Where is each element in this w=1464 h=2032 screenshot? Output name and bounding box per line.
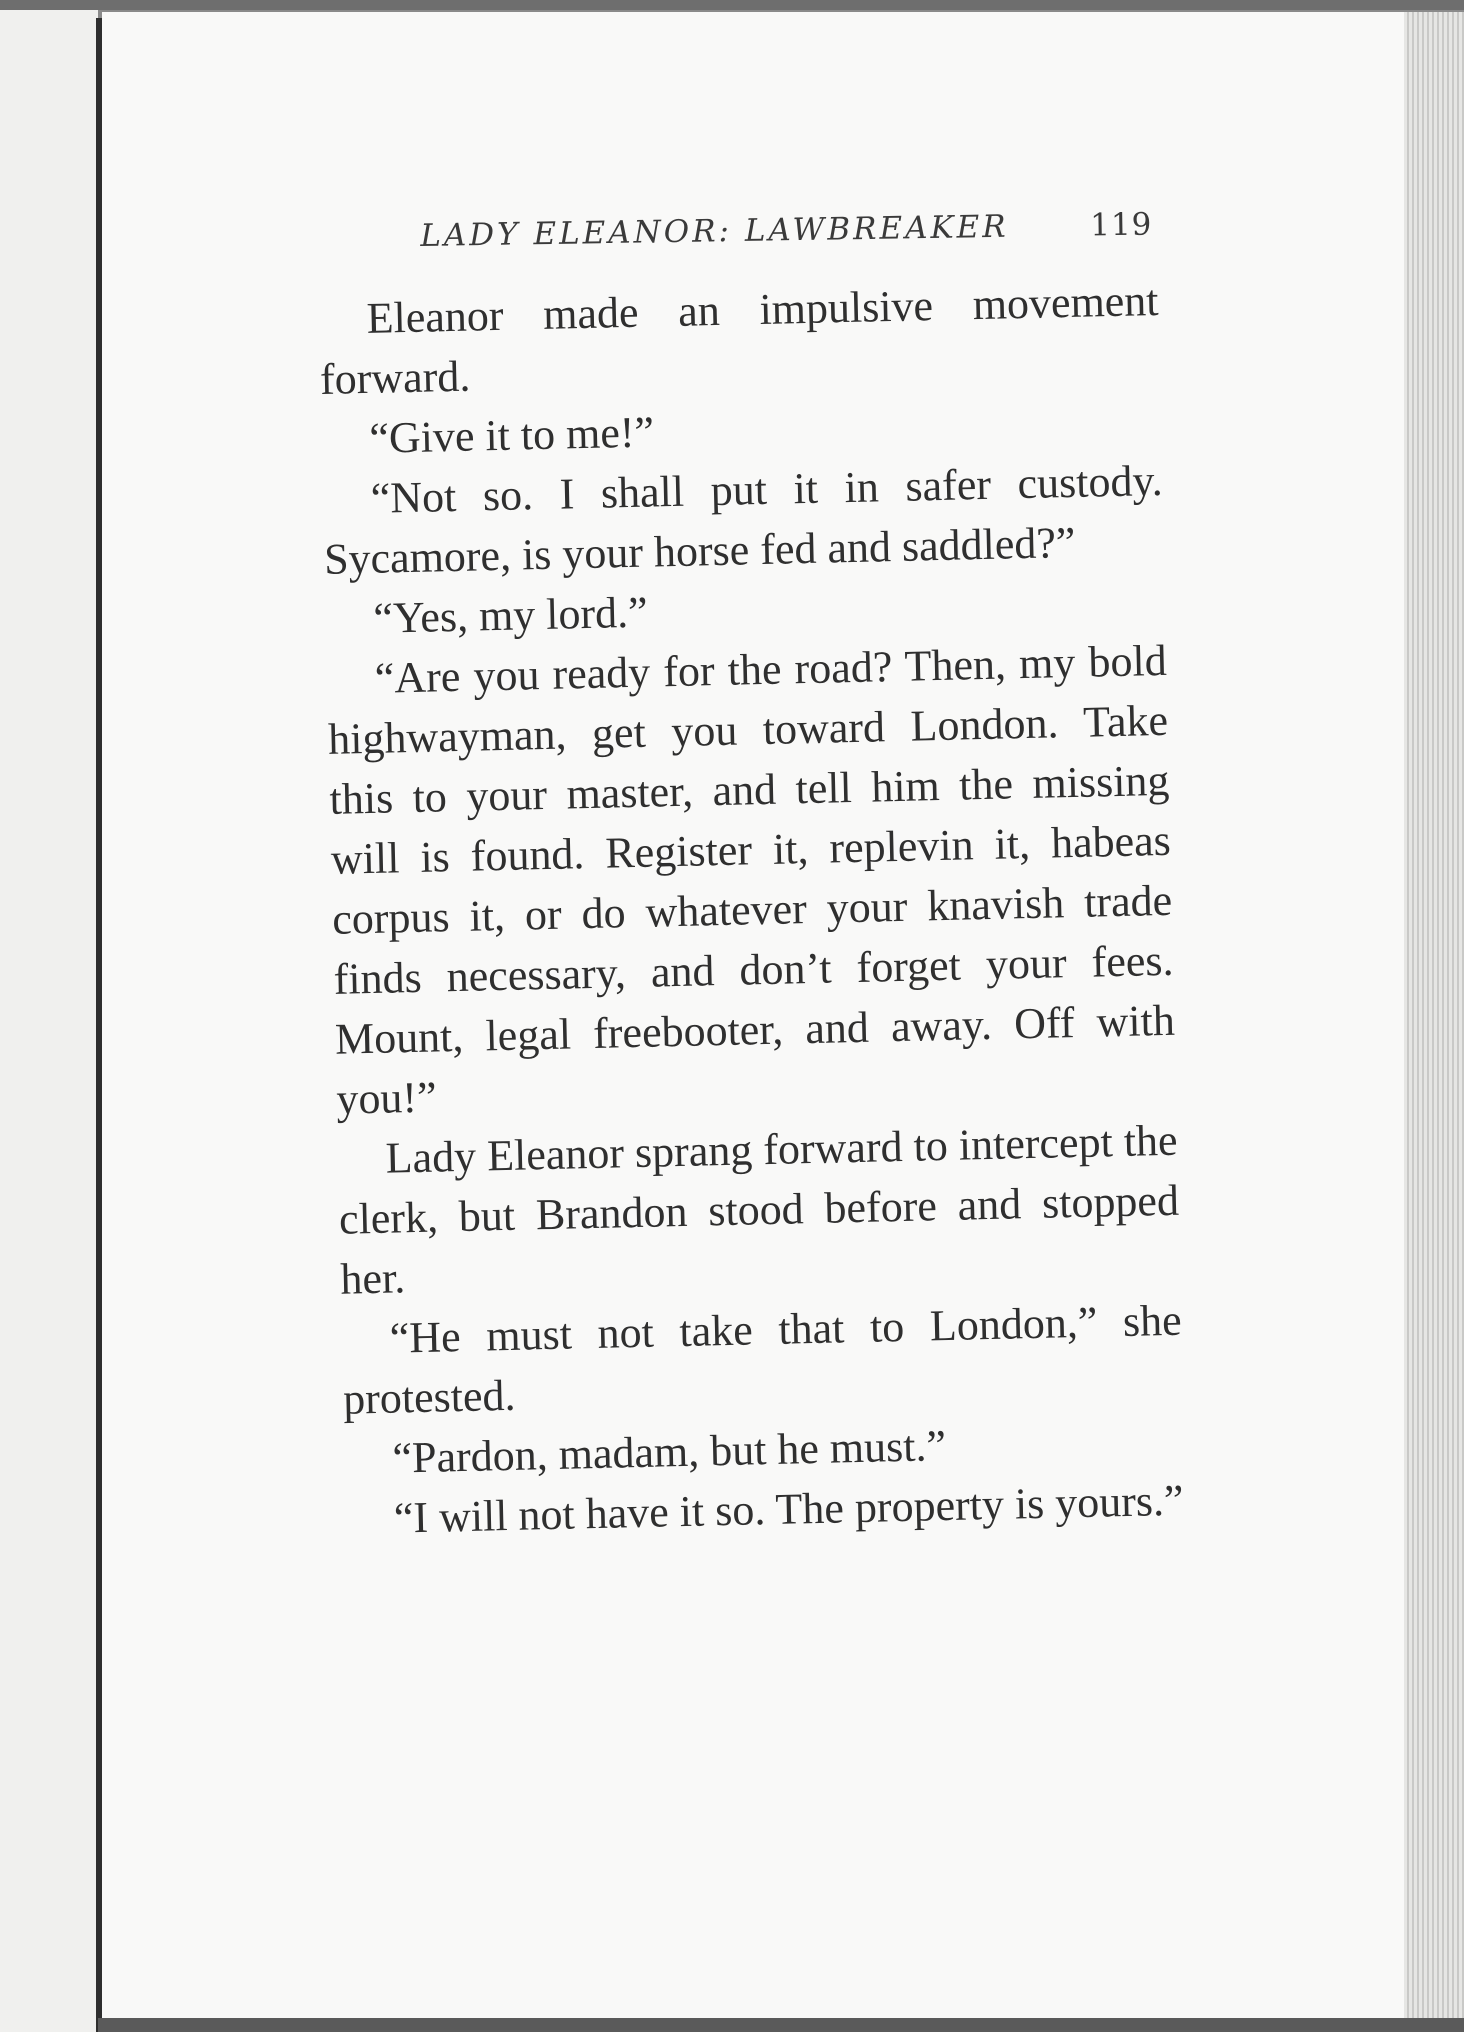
page-edges	[1404, 12, 1464, 2022]
paragraph: “Are you ready for the road? Then, my bold highwayman, get you toward London. Take this to your master, and tell him the missing will is found. Register it, replevin it, habeas corpus it, or do whatever your knavish trade finds necessary, and don’t forget your fees. Mount, legal freebooter, and away. Off with you!”	[327, 635, 1176, 1124]
body-text	[318, 271, 1186, 1550]
paragraph: “Give it to me!”	[368, 407, 655, 463]
paragraph: Eleanor made an impulsive movement forward.	[319, 275, 1160, 404]
paragraph: “I will not have it so. The property is yours.”	[393, 1475, 1185, 1543]
scan-top-edge	[0, 0, 1464, 10]
page-number: 119	[1089, 206, 1153, 244]
paragraph: Lady Eleanor sprang forward to intercept the clerk, but Brandon stood before and stopped her.	[338, 1115, 1180, 1304]
paragraph: “He must not take that to London,” she protested.	[342, 1295, 1183, 1424]
scan-bottom-edge	[98, 2018, 1464, 2032]
paragraph: “Pardon, madam, but he must.”	[391, 1421, 947, 1483]
running-title: LADY ELEANOR: LAWBREAKER	[420, 208, 1009, 254]
paragraph: “Not so. I shall put it in safer custody. Sycamore, is your horse fed and saddled?”	[323, 455, 1164, 584]
paragraph: “Yes, my lord.”	[372, 587, 649, 643]
left-page-margin	[0, 10, 98, 2032]
